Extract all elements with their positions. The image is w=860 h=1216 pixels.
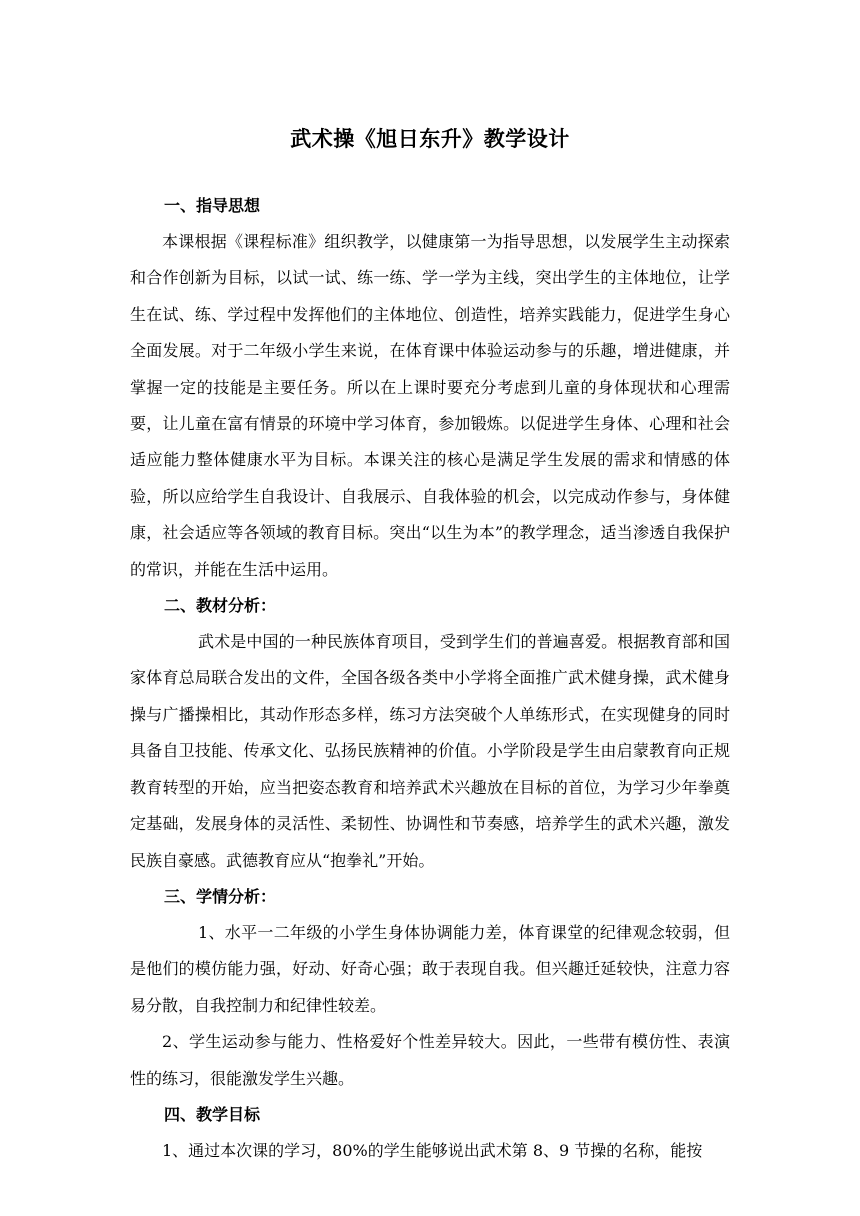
section-heading-material-analysis: 二、教材分析： [164,596,277,616]
document-title: 武术操《旭日东升》教学设计 [290,127,570,151]
paragraph-material-analysis: 武术是中国的一种民族体育项目，受到学生们的普遍喜爱。根据教育部和国家体育总局联合发出的文件，全国各级各类中小学将全面推广武术健身操，武术健身操与广播操相比，其动作形态多样，练习方法突破个人单练形式，在实现健身的同时具备自卫技能、传承文化、弘扬民族精神的价值。小学阶段是学生由启蒙教育向正规教育转型的开始，应当把姿态教育和培养武术兴趣放在目标的首位，为学习少年拳奠定基础，发展身体的灵活性、柔韧性、协调性和节奏感，培养学生的武术兴趣，激发民族自豪感。武德教育应从“抱拳礼”开始。 [130,632,730,870]
paragraph-guiding-thought: 本课根据《课程标准》组织教学，以健康第一为指导思想，以发展学生主动探索和合作创新为目标，以试一试、练一练、学一学为主线，突出学生的主体地位，让学生在试、练、学过程中发挥他们的主体地位、创造性，培养实践能力，促进学生身心全面发展。对于二年级小学生来说，在体育课中体验运动参与的乐趣，增进健康，并掌握一定的技能是主要任务。所以在上课时要充分考虑到儿童的身体现状和心理需要，让儿童在富有情景的环境中学习体育，参加锻炼。以促进学生身体、心理和社会适应能力整体健康水平为目标。本课关注的核心是满足学生发展的需求和情感的体验，所以应给学生自我设计、自我展示、自我体验的机会，以完成动作参与，身体健康，社会适应等各领域的教育目标。突出“以生为本”的教学理念，适当渗透自我保护的常识，并能在生活中运用。 [130,232,730,579]
paragraph-learner-analysis-1: 1、水平一二年级的小学生身体协调能力差，体育课堂的纪律观念较弱，但是他们的模仿能力强，好动、好奇心强；敢于表现自我。但兴趣迁延较快，注意力容易分散，自我控制力和纪律性较差。 [130,922,730,1015]
section-heading-learner-analysis: 三、学情分析： [164,886,277,906]
paragraph-learner-analysis-2: 2、学生运动参与能力、性格爱好个性差异较大。因此，一些带有模仿性、表演性的练习，很能激发学生兴趣。 [130,1032,730,1088]
section-heading-guiding-thought: 一、指导思想 [164,196,261,215]
section-heading-teaching-objectives: 四、教学目标 [164,1104,261,1124]
paragraph-teaching-objective-1: 1、通过本次课的学习，80%的学生能够说出武术第 8、9 节操的名称，能按 [162,1140,703,1160]
document-body [130,188,730,1169]
